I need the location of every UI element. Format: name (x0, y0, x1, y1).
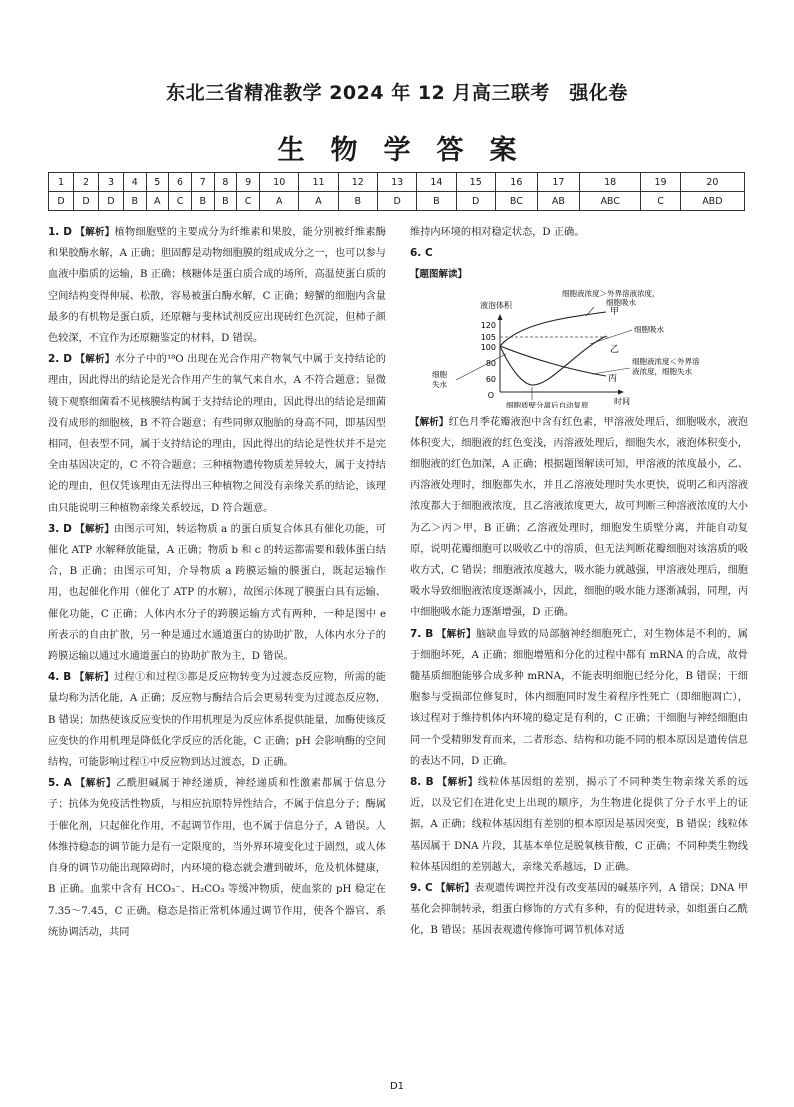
explanation-text: 水分子中的¹⁸O 出现在光合作用产物氧气中属于支持结论的理由，因此得出的结论是光合作用产生的氧气来自水，A 不符合题意；显微镜下观察细菌看不见核膜结构属于支持结论的理由，因此得出的结论是细菌没有成形的细胞核，B 不符合题意；有些同卵双胞胎的身高不同，即基因型相同，但表型不同，属于支持结论的理由，因此得出的结论是性状并不是完全由基因决定的，C 不符合题意；三种植物遗传物质差异较大，属于支持结论的理由，但仅凭该理由无法得出三种植物之间没有亲缘关系的结论，该理由只能说明三种植物亲缘关系较远，D 符合题意。 (48, 354, 386, 514)
vacuole-volume-chart (410, 288, 748, 408)
answer-table-answer-cell: D (377, 192, 416, 211)
answer-table-question-number: 12 (338, 173, 377, 192)
tick-120: 120 (480, 320, 496, 330)
answer-table-answer-cell: A (299, 192, 338, 211)
page-number: D1 (389, 1081, 405, 1092)
answer-table-question-number: 4 (123, 173, 146, 192)
note-top-line1: 细胞液浓度＞外界溶液浓度， (562, 288, 660, 298)
note-left-line2: 失水 (432, 379, 447, 389)
curve-yi (500, 336, 606, 385)
label-bing: 丙 (608, 373, 618, 384)
note-lower-line2: 液浓度，细胞失水 (632, 366, 692, 376)
answer-table-answer-cell: C (169, 192, 192, 211)
answer-table-answer-cell: BC (495, 192, 537, 211)
answer-table-answer-cell: D (49, 192, 74, 211)
note-lower-line1: 细胞液浓度＜外界溶 (632, 356, 700, 366)
page-subtitle: 生物学答案 (277, 135, 543, 166)
vacuole-volume-figure (410, 288, 748, 408)
answer-table-question-number: 7 (191, 173, 214, 192)
label-jia: 甲 (610, 306, 620, 317)
x-axis-label: 时间 (614, 396, 630, 406)
answer-table-question-number: 9 (237, 173, 260, 192)
explanation-text: 脑缺血导致的局部脑神经细胞死亡，对生物体是不利的，属于细胞坏死，A 正确；细胞增殖和分化的过程中都有 mRNA 的合成，故骨髓基质细胞能够合成多种 mRNA，不能表明细胞已经分化，B 错误；干细胞参与受损部位修复时，体内细胞同时发生着程序性死亡（即细胞凋亡），该过程对于维持机体内环境的稳定是有利的，C 正确；干细胞与神经细胞由同一个受精卵发育而来，二者形态、结构和功能不同的根本原因是遗传信息的表达不同，D 正确。 (410, 628, 748, 767)
question-number: 7. B (410, 627, 434, 640)
curve-bing (500, 346, 606, 376)
explanation-text: 红色月季花瓣液泡中含有红色素，甲溶液处理后，细胞吸水，液泡体积变大，细胞液的红色变浅，丙溶液处理后，细胞失水，液泡体积变小，细胞液的红色加深，A 正确；根据题图解读可知，甲溶液的浓度最小，乙、丙溶液处理时，细胞都失水，并且乙溶液处理时失水更快，说明乙和丙溶液浓度都大于细胞液浓度，且乙溶液浓度更大，故可判断三种溶液浓度的大小为乙＞丙＞甲，B 正确；乙溶液处理时，细胞发生质壁分离，并能自动复原，说明花瓣细胞可以吸收乙中的溶质，但无法判断花瓣细胞对该溶质的吸收方式，C 错误；细胞液浓度越大，吸水能力就越强，甲溶液处理后，细胞吸水导致细胞液浓度逐渐减小，因此，细胞的吸水能力逐渐减弱，同理，丙中细胞吸水能力逐渐增强，D 正确。 (410, 416, 748, 619)
tick-100: 100 (480, 342, 496, 352)
answer-table-number-row (49, 173, 745, 192)
answer-table-question-number: 19 (641, 173, 680, 192)
tick-105: 105 (480, 332, 496, 342)
question-explanation (48, 519, 386, 667)
explanation-text: 线粒体基因组的差别，揭示了不同种类生物亲缘关系的远近，以及它们在进化史上出现的顺序，为生物进化提供了分子水平上的证据，A 正确；线粒体基因组有差别的根本原因是基因突变，B 错误；线粒体基因属于 DNA 片段，其基本单位是脱氧核苷酸，C 正确；不同种类生物线粒体基因组的差别越大，亲缘关系越远，D 正确。 (410, 777, 748, 873)
note-left-line1: 细胞 (432, 369, 447, 379)
note-bottom: 细胞质壁分离后自动复原 (506, 400, 589, 408)
question-number: 4. B (48, 671, 72, 684)
question-number: 9. C (410, 882, 433, 895)
answer-table-answer-cell: B (123, 192, 146, 211)
question-number: 8. B (410, 776, 434, 789)
analysis-tag: 【解析】 (437, 777, 479, 789)
q5-continuation: 维持内环境的相对稳定状态，D 正确。 (410, 227, 585, 238)
explanation-text: 过程①和过程③都是反应物转变为过渡态反应物，所需的能量均称为活化能，A 正确；反应物与酶结合后会更易转变为过渡态反应物，B 错误；加热使该反应变快的作用机理是为反应体系提供能量，加酶使该反应变快的作用机理是降低化学反应的活化能，C 正确；pH 会影响酶的空间结构，可能影响过程①中反应物到达过渡态，D 正确。 (48, 672, 386, 769)
question-explanation (410, 624, 748, 772)
explanation-text: 由图示可知，转运物质 a 的蛋白质复合体具有催化功能，可催化 ATP 水解释放能量，A 正确；物质 b 和 c 的转运都需要和载体蛋白结合，B 正确；由图示可知，介导物质 a 跨膜运输的膜蛋白，既起运输作用，也起催化作用（催化了 ATP 的水解），故图示体现了膜蛋白具有运输、催化功能，C 正确；人体内水分子的跨膜运输方式有两种，一种是图中 e 所表示的自由扩散，另一种是通过水通道蛋白的协助扩散，人体内水分子的跨膜运输以通过水通道蛋白的协助扩散为主，D 错误。 (48, 523, 386, 663)
question-number: 3. D (48, 522, 72, 535)
axis-origin: O (487, 390, 494, 400)
analysis-tag: 【解析】 (75, 227, 115, 238)
answer-table-answer-cell: D (98, 192, 123, 211)
answer-table-question-number: 1 (49, 173, 74, 192)
answer-table-question-number: 6 (169, 173, 192, 192)
question-explanation (410, 412, 748, 624)
question-number: 2. D (48, 353, 72, 366)
answer-table-question-number: 15 (456, 173, 495, 192)
analysis-tag: 【解析】 (75, 354, 115, 366)
answer-table-answer-cell: ABC (579, 192, 640, 211)
tick-80: 80 (485, 358, 496, 368)
answer-table-answer-cell: B (214, 192, 237, 211)
analysis-tag: 【解析】 (436, 883, 475, 895)
answer-table-question-number: 11 (299, 173, 338, 192)
note-top-line2: 细胞吸水 (606, 297, 636, 307)
answer-table-question-number: 8 (214, 173, 237, 192)
y-axis-title: 液泡体积 (480, 300, 512, 310)
answer-table-answer-cell: B (191, 192, 214, 211)
note-left-pointer (456, 354, 506, 380)
answer-table-question-number: 2 (73, 173, 98, 192)
q6-figure-reading-tag: 【题图解读】 (410, 269, 468, 281)
analysis-tag: 【解析】 (436, 628, 476, 640)
answer-table-question-number: 5 (146, 173, 169, 192)
answer-table-answer-cell: B (417, 192, 456, 211)
page-title: 东北三省精准教学 2024 年 12 月高三联考 强化卷 (166, 82, 628, 104)
right-column (410, 222, 748, 942)
y-axis-arrow (498, 314, 503, 320)
answer-table-answer-cell: C (237, 192, 260, 211)
answer-table-answer-cell: D (456, 192, 495, 211)
answer-table-question-number: 16 (495, 173, 537, 192)
curve-jia (500, 312, 606, 346)
answer-table-question-number: 3 (98, 173, 123, 192)
answer-table-answer-cell: A (146, 192, 169, 211)
analysis-tag: 【解析】 (410, 416, 449, 428)
analysis-tag: 【解析】 (75, 523, 115, 535)
answer-table-answer-cell: B (338, 192, 377, 211)
answer-table-question-number: 17 (537, 173, 579, 192)
answer-table-answer-cell: C (641, 192, 680, 211)
left-column (48, 222, 386, 943)
label-yi: 乙 (610, 344, 620, 355)
explanation-text: 表观遗传调控并没有改变基因的碱基序列，A 错误；DNA 甲基化会抑制转录，组蛋白修饰的方式有多种，有的促进转录，如组蛋白乙酰化，B 错误；基因表观遗传修饰可调节机体对适 (410, 883, 748, 937)
explanation-text: 植物细胞壁的主要成分为纤维素和果胶，能分别被纤维素酶和果胶酶水解，A 正确；胆固醇是动物细胞膜的组成成分之一，也可以参与血液中脂质的运输，B 正确；核糖体是蛋白质合成的场所，高温使蛋白质的空间结构变得伸展、松散，容易被蛋白酶水解，C 正确；螃蟹的细胞内含量最多的有机物是蛋白质，还原糖与斐林试剂反应出现砖红色沉淀，但柿子颜色较深，不宜作为还原糖鉴定的材料，D 错误。 (48, 227, 386, 345)
answer-table-question-number: 13 (377, 173, 416, 192)
explanation-text: 乙酰胆碱属于神经递质，神经递质和性激素都属于信息分子；抗体为免疫活性物质，与相应抗原特异性结合，不属于信息分子；酶属于催化剂，只起催化作用，不起调节作用，也不属于信息分子，A 错误。人体维持稳态的调节能力是有一定限度的，当外界环境变化过于剧烈，或人体自身的调节功能出现障碍时，内环境的稳态就会遭到破坏，危及机体健康，B 正确。血浆中含有 HCO₃⁻、H₂CO₃ 等缓冲物质，使血浆的 pH 稳定在 7.35～7.45，C 正确。稳态是指正常机体通过调节作用，使各个器官、系统协调活动，共同 (48, 778, 386, 938)
question-explanation (410, 878, 748, 942)
question-explanation (48, 667, 386, 773)
answer-table-question-number: 20 (680, 173, 744, 192)
answer-table-question-number: 18 (579, 173, 640, 192)
analysis-tag: 【解析】 (74, 672, 114, 684)
question-explanation (48, 349, 386, 519)
analysis-tag: 【解析】 (75, 778, 117, 790)
answer-table (48, 172, 745, 211)
question-explanation (48, 773, 386, 943)
answer-table-answer-cell: AB (537, 192, 579, 211)
q6-number: 6. C (410, 247, 433, 260)
answer-table-answer-row (49, 192, 745, 211)
answer-table-answer-cell: A (260, 192, 299, 211)
answer-table-answer-cell: ABD (680, 192, 744, 211)
x-axis-arrow (618, 389, 624, 394)
note-right: 细胞吸水 (634, 324, 664, 334)
tick-60: 60 (485, 374, 496, 384)
question-number: 1. D (48, 226, 72, 238)
answer-table-question-number: 14 (417, 173, 456, 192)
question-number: 5. A (48, 777, 72, 790)
answer-table-answer-cell: D (73, 192, 98, 211)
question-explanation (48, 222, 386, 349)
answer-table-question-number: 10 (260, 173, 299, 192)
question-explanation (410, 772, 748, 878)
